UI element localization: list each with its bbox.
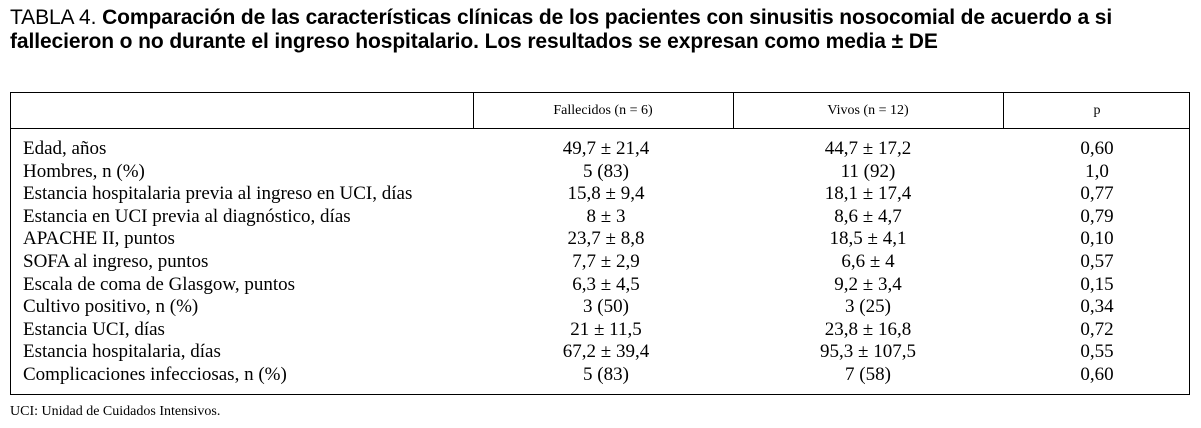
row-label: Estancia hospitalaria previa al ingreso en UCI, días: [23, 183, 413, 205]
table-row: [11, 274, 1189, 297]
table-body: [11, 138, 1189, 387]
cell-fallecidos: 6,3 ± 4,5: [572, 273, 640, 295]
data-table: [10, 92, 1190, 395]
cell-vivos: 7 (58): [845, 363, 891, 385]
cell-fallecidos: 23,7 ± 8,8: [567, 228, 645, 250]
table-row: [11, 319, 1189, 342]
cell-p: 0,79: [1080, 205, 1114, 227]
header-cell-fallecidos: Fallecidos (n = 6): [553, 103, 653, 118]
cell-p: 0,15: [1080, 273, 1114, 295]
cell-p: 0,72: [1080, 318, 1114, 340]
table-header: [11, 93, 1189, 129]
table-row: [11, 341, 1189, 364]
row-label: Estancia en UCI previa al diagnóstico, días: [23, 205, 351, 227]
row-label: SOFA al ingreso, puntos: [23, 250, 209, 272]
table-row: [11, 296, 1189, 319]
table-row: [11, 251, 1189, 274]
cell-p: 0,77: [1080, 183, 1114, 205]
row-label: Hombres, n (%): [23, 160, 145, 182]
cell-p: 0,10: [1080, 228, 1114, 250]
cell-vivos: 44,7 ± 17,2: [824, 138, 912, 159]
cell-fallecidos: 15,8 ± 9,4: [567, 183, 645, 205]
table-row: [11, 138, 1189, 161]
cell-p: 0,60: [1080, 363, 1114, 385]
table-number: TABLA 4.: [10, 6, 97, 29]
row-label: Estancia UCI, días: [23, 318, 165, 340]
table-row: [11, 206, 1189, 229]
cell-fallecidos: 5 (83): [583, 160, 629, 182]
cell-vivos: 8,6 ± 4,7: [834, 205, 902, 227]
header-cell-vivos: Vivos (n = 12): [827, 103, 909, 118]
cell-vivos: 18,5 ± 4,1: [829, 228, 907, 250]
row-label: APACHE II, puntos: [23, 228, 175, 250]
row-label: Cultivo positivo, n (%): [23, 296, 199, 318]
cell-vivos: 3 (25): [845, 296, 891, 318]
table-row: [11, 183, 1189, 206]
cell-p: 0,55: [1080, 341, 1114, 363]
row-label: Estancia hospitalaria, días: [23, 341, 221, 363]
cell-fallecidos: 7,7 ± 2,9: [572, 250, 640, 272]
table-row: [11, 228, 1189, 251]
header-cell-p: p: [1093, 103, 1101, 118]
cell-p: 0,34: [1080, 296, 1114, 318]
cell-fallecidos: 49,7 ± 21,4: [562, 138, 650, 159]
header-cell-variable: [11, 93, 473, 128]
cell-vivos: 23,8 ± 16,8: [824, 318, 912, 340]
row-label: Escala de coma de Glasgow, puntos: [23, 273, 296, 295]
cell-p: 0,57: [1080, 250, 1114, 272]
table-footnote: UCI: Unidad de Cuidados Intensivos.: [10, 404, 221, 419]
cell-vivos: 95,3 ± 107,5: [820, 341, 916, 363]
table-title: Comparación de las características clínicas de los pacientes con sinusitis nosocomial de acuerdo a si fallecieron o no durante el ingreso hospitalario. Los resultados se expresan como media ± DE: [10, 6, 1113, 53]
cell-fallecidos: 8 ± 3: [586, 205, 626, 227]
row-label: Edad, años: [23, 138, 107, 159]
cell-vivos: 18,1 ± 17,4: [824, 183, 912, 205]
cell-fallecidos: 21 ± 11,5: [570, 318, 642, 340]
cell-p: 0,60: [1080, 138, 1114, 159]
cell-fallecidos: 3 (50): [583, 296, 629, 318]
cell-vivos: 6,6 ± 4: [841, 250, 895, 272]
table-row: [11, 161, 1189, 184]
table-row: [11, 364, 1189, 387]
table-caption: [10, 6, 1190, 54]
cell-vivos: 11 (92): [840, 160, 896, 182]
cell-fallecidos: 67,2 ± 39,4: [562, 341, 650, 363]
row-label: Complicaciones infecciosas, n (%): [23, 363, 287, 385]
cell-fallecidos: 5 (83): [583, 363, 629, 385]
cell-p: 1,0: [1085, 160, 1109, 182]
cell-vivos: 9,2 ± 3,4: [834, 273, 902, 295]
